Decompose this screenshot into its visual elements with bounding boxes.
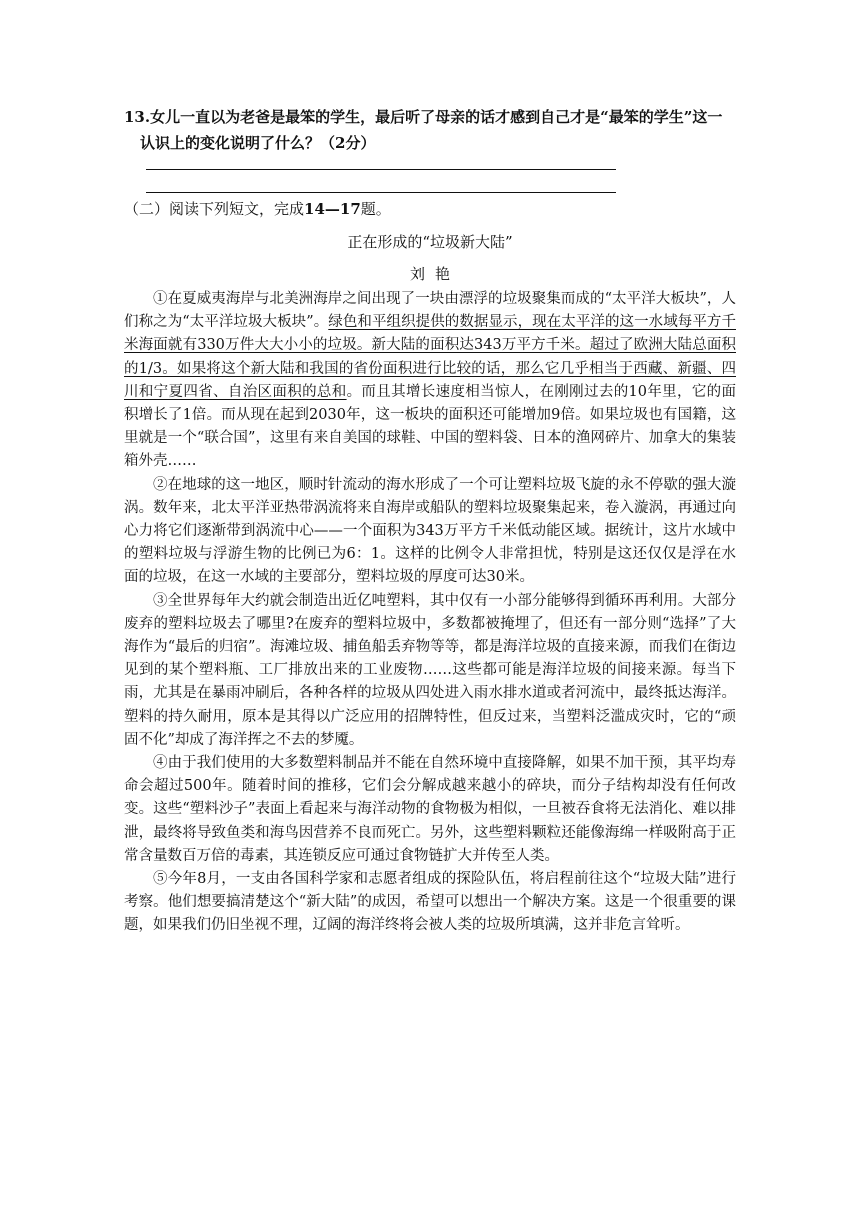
question-13 bbox=[124, 104, 744, 156]
paragraph-1 bbox=[124, 288, 736, 474]
article-author: 刘艳 bbox=[409, 265, 460, 283]
answer-line-1[interactable] bbox=[146, 169, 616, 170]
paragraph-2: ②在地球的这一地区，顺时针流动的海水形成了一个可让塑料垃圾飞旋的永不停歇的强大漩涡。数年来，北太平洋亚热带涡流将来自海岸或船队的塑料垃圾聚集起来，卷入漩涡，再通过向心力将它们逐渐带到涡流中心——一个面积为343万平方千米低动能区域。据统计，这片水域中的塑料垃圾与浮游生物的比例已为6：1。这样的比例令人非常担忧，特别是这还仅仅是浮在水面的垃圾，在这一水域的主要部分，塑料垃圾的厚度可达30米。 bbox=[124, 476, 736, 586]
paragraph-1-underlined: 绿色和平组织提供的数据显示，现在太平洋的这一水域每平方千米海面就有330万件大大小小的垃圾。新大陆的面积达343万平方千米。超过了欧洲大陆总面积的1/3。如果将这个新大陆和我国的省份面积进行比较的话，那么它几乎相当于西藏、新疆、四川和宁夏四省、自治区面积的总和 bbox=[124, 314, 736, 400]
paragraph-1-end: 。而且其增长速度相当惊人，在刚刚过去的10年里，它的面积增长了1倍。而从现在起到2030年，这一板块的面积还可能增加9倍。如果垃圾也有国籍，这里就是一个“联合国”，这里有来自美国的球鞋、中国的塑料袋、日本的渔网碎片、加拿大的集装箱外壳…… bbox=[124, 383, 737, 470]
section-prefix: （二）阅读下列短文，完成 bbox=[124, 200, 305, 218]
section-heading bbox=[124, 198, 391, 220]
paragraph-5: ⑤今年8月，一支由各国科学家和志愿者组成的探险队伍，将启程前往这个“垃圾大陆”进行考察。他们想要搞清楚这个“新大陆”的成因，希望可以想出一个解决方案。这是一个很重要的课题，如果我们仍旧坐视不理，辽阔的海洋终将会被人类的垃圾所填满，这并非危言耸听。 bbox=[124, 871, 736, 934]
question-13-number: 13. bbox=[124, 108, 151, 126]
article-title: 正在形成的“垃圾新大陆” bbox=[347, 233, 513, 251]
article-body bbox=[124, 288, 736, 938]
paragraph-1-start: ①在夏威夷海岸与北美洲海岸之间出现了一块由漂浮的垃圾聚集而成的“太平洋大板块”，人们称之为“太平洋垃圾大板块”。 bbox=[124, 291, 736, 331]
question-13-text: 女儿一直以为老爸是最笨的学生，最后听了母亲的话才感到自己才是“最笨的学生”这一 bbox=[150, 108, 723, 126]
question-13-text-continued: 认识上的变化说明了什么？（2分） bbox=[140, 134, 376, 152]
section-range: 14—17 bbox=[304, 200, 361, 218]
paragraph-3: ③全世界每年大约就会制造出近亿吨塑料，其中仅有一小部分能够得到循环再利用。大部分废弃的塑料垃圾去了哪里?在废弃的塑料垃圾中，多数都被掩埋了，但还有一部分则“选择”了大海作为“最后的归宿”。海滩垃圾、捕鱼船丢弃物等等，都是海洋垃圾的直接来源，而我们在街边见到的某个塑料瓶、工厂排放出来的工业废物……这些都可能是海洋垃圾的间接来源。每当下雨，尤其是在暴雨冲刷后，各种各样的垃圾从四处进入雨水排水道或者河流中，最终抵达海洋。塑料的持久耐用，原本是其得以广泛应用的招牌特性，但反过来，当塑料泛滥成灾时，它的“顽固不化”却成了海洋挥之不去的梦魇。 bbox=[124, 592, 736, 748]
paragraph-4: ④由于我们使用的大多数塑料制品并不能在自然环境中直接降解，如果不加干预，其平均寿命会超过500年。随着时间的推移，它们会分解成越来越小的碎块，而分子结构却没有任何改变。这些“塑料沙子”表面上看起来与海洋动物的食物极为相似，一旦被吞食将无法消化、难以排泄，最终将导致鱼类和海鸟因营养不良而死亡。另外，这些塑料颗粒还能像海绵一样吸附高于正常含量数百万倍的毒素，其连锁反应可通过食物链扩大并传至人类。 bbox=[124, 755, 736, 864]
answer-line-2[interactable] bbox=[146, 192, 616, 193]
section-suffix: 题。 bbox=[360, 200, 391, 218]
